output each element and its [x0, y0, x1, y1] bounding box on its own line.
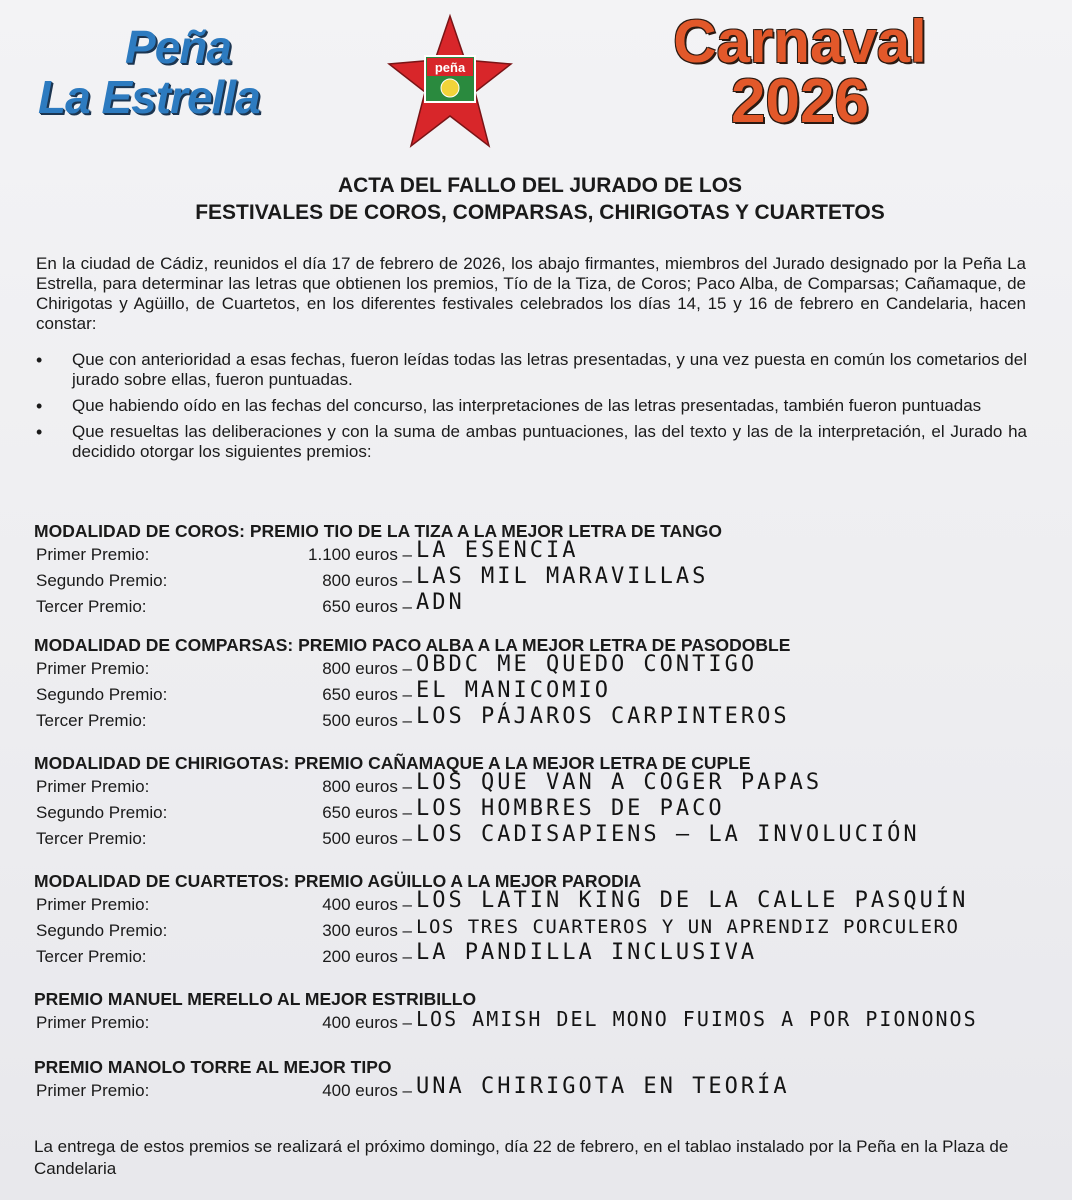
prize-place: Primer Premio:	[36, 659, 150, 678]
prize-winner: LOS QUE VAN A COGER PAPAS	[416, 770, 823, 795]
carnaval-line1: Carnaval	[673, 8, 927, 75]
section-chirigotas	[34, 752, 1034, 852]
prize-winner: LAS MIL MARAVILLAS	[416, 564, 709, 589]
prize-place: Tercer Premio:	[36, 947, 147, 966]
prize-row	[34, 590, 1034, 620]
section-heading: MODALIDAD DE COROS: PREMIO TIO DE LA TIZA A LA MEJOR LETRA DE TANGO	[34, 521, 722, 541]
bullet-item: • Que habiendo oído en las fechas del concurso, las interpretaciones de las letras presentadas, también fueron puntuadas	[72, 396, 1027, 416]
section-coros	[34, 520, 1034, 620]
prize-row	[34, 1007, 1034, 1036]
prize-winner: LA ESENCIA	[416, 538, 579, 563]
prize-winner: LOS HOMBRES DE PACO	[416, 796, 725, 821]
prize-winner: LOS CADISAPIENS – LA INVOLUCIÓN	[416, 822, 920, 847]
prize-place: Segundo Premio:	[36, 803, 168, 822]
section-comparsas	[34, 634, 1034, 734]
section-cuartetos	[34, 870, 1034, 970]
prize-row	[34, 564, 1034, 594]
footer-note: La entrega de estos premios se realizará el próximo domingo, día 22 de febrero, en el tablao instalado por la Peña en la Plaza de Candelaria	[34, 1137, 1009, 1178]
bullet-list	[72, 350, 1027, 468]
prize-amount: 500 euros –	[322, 711, 412, 730]
intro-paragraph: En la ciudad de Cádiz, reunidos el día 17 de febrero de 2026, los abajo firmantes, miembros del Jurado designado por la Peña La Estrella, para determinar las letras que obtienen los premios, Tío de la Tiza, de Coros; Paco Alba, de Comparsas; Cañamaque, de Chirigotas y Agüillo, de Cuartetos, en los diferentes festivales celebrados los días 14, 15 y 16 de febrero en Candelaria, hacen constar:	[36, 254, 1026, 333]
prize-winner: LOS TRES CUARTEROS Y UN APRENDIZ PORCULERO	[416, 916, 960, 938]
bullet-item: • Que con anterioridad a esas fechas, fueron leídas todas las letras presentadas, y una vez puesta en común los cometarios del jurado sobre ellas, fueron puntuadas.	[72, 350, 1027, 390]
section-heading: MODALIDAD DE COMPARSAS: PREMIO PACO ALBA A LA MEJOR LETRA DE PASODOBLE	[34, 635, 791, 655]
section-heading: MODALIDAD DE CHIRIGOTAS: PREMIO CAÑAMAQUE A LA MEJOR LETRA DE CUPLE	[34, 753, 751, 773]
prize-amount: 800 euros –	[322, 777, 412, 796]
section-tipo	[34, 1056, 1034, 1104]
prize-place: Segundo Premio:	[36, 921, 168, 940]
prize-place: Primer Premio:	[36, 1081, 150, 1100]
prize-row	[34, 822, 1034, 852]
prize-winner: UNA CHIRIGOTA EN TEORÍA	[416, 1074, 790, 1099]
carnaval-title	[600, 8, 1000, 136]
prize-amount: 800 euros –	[322, 571, 412, 590]
prize-winner: LOS PÁJAROS CARPINTEROS	[416, 704, 790, 729]
prize-place: Primer Premio:	[36, 1013, 150, 1032]
prize-amount: 650 euros –	[322, 597, 412, 616]
prize-amount: 650 euros –	[322, 803, 412, 822]
logo-text: peña	[434, 60, 466, 75]
title-line2: FESTIVALES DE COROS, COMPARSAS, CHIRIGOTAS Y CUARTETOS	[195, 201, 885, 224]
logo-emblem	[441, 79, 459, 97]
prize-place: Primer Premio:	[36, 895, 150, 914]
bullet-item: • Que resueltas las deliberaciones y con la suma de ambas puntuaciones, las del texto y las de la interpretación, el Jurado ha decidido otorgar los siguientes premios:	[72, 422, 1027, 462]
prize-amount: 300 euros –	[322, 921, 412, 940]
document-title	[40, 172, 1040, 226]
prize-place: Segundo Premio:	[36, 685, 168, 704]
prize-place: Tercer Premio:	[36, 597, 147, 616]
prize-amount: 400 euros –	[322, 1013, 412, 1032]
prize-amount: 400 euros –	[322, 895, 412, 914]
prize-amount: 1.100 euros –	[308, 545, 412, 564]
prize-row	[34, 940, 1034, 970]
section-heading: PREMIO MANUEL MERELLO AL MEJOR ESTRIBILLO	[34, 989, 477, 1009]
prize-winner: ADN	[416, 590, 465, 615]
carnaval-year: 2026	[731, 67, 869, 136]
prize-winner: LOS AMISH DEL MONO FUIMOS A POR PIONONOS	[416, 1007, 978, 1031]
prize-place: Primer Premio:	[36, 545, 150, 564]
section-heading: PREMIO MANOLO TORRE AL MEJOR TIPO	[34, 1057, 392, 1077]
prize-row	[34, 704, 1034, 734]
prize-amount: 650 euros –	[322, 685, 412, 704]
brand-title	[38, 22, 318, 122]
prize-row	[34, 1074, 1034, 1104]
prize-place: Tercer Premio:	[36, 711, 147, 730]
section-estribillo	[34, 988, 1034, 1036]
prize-place: Tercer Premio:	[36, 829, 147, 848]
brand-line2: La Estrella	[38, 71, 260, 123]
prize-amount: 200 euros –	[322, 947, 412, 966]
prize-winner: OBDC ME QUEDO CONTIGO	[416, 652, 758, 677]
title-line1: ACTA DEL FALLO DEL JURADO DE LOS	[337, 174, 743, 197]
brand-line1: Peña	[125, 21, 231, 73]
prize-amount: 400 euros –	[322, 1081, 412, 1100]
prize-place: Primer Premio:	[36, 777, 150, 796]
prize-winner: EL MANICOMIO	[416, 678, 611, 703]
prize-place: Segundo Premio:	[36, 571, 168, 590]
prize-amount: 500 euros –	[322, 829, 412, 848]
prize-amount: 800 euros –	[322, 659, 412, 678]
pena-star-logo	[385, 12, 515, 152]
section-heading: MODALIDAD DE CUARTETOS: PREMIO AGÜILLO A LA MEJOR PARODIA	[34, 871, 642, 891]
prize-winner: LOS LATIN KING DE LA CALLE PASQUÍN	[416, 888, 969, 913]
prize-winner: LA PANDILLA INCLUSIVA	[416, 940, 758, 965]
